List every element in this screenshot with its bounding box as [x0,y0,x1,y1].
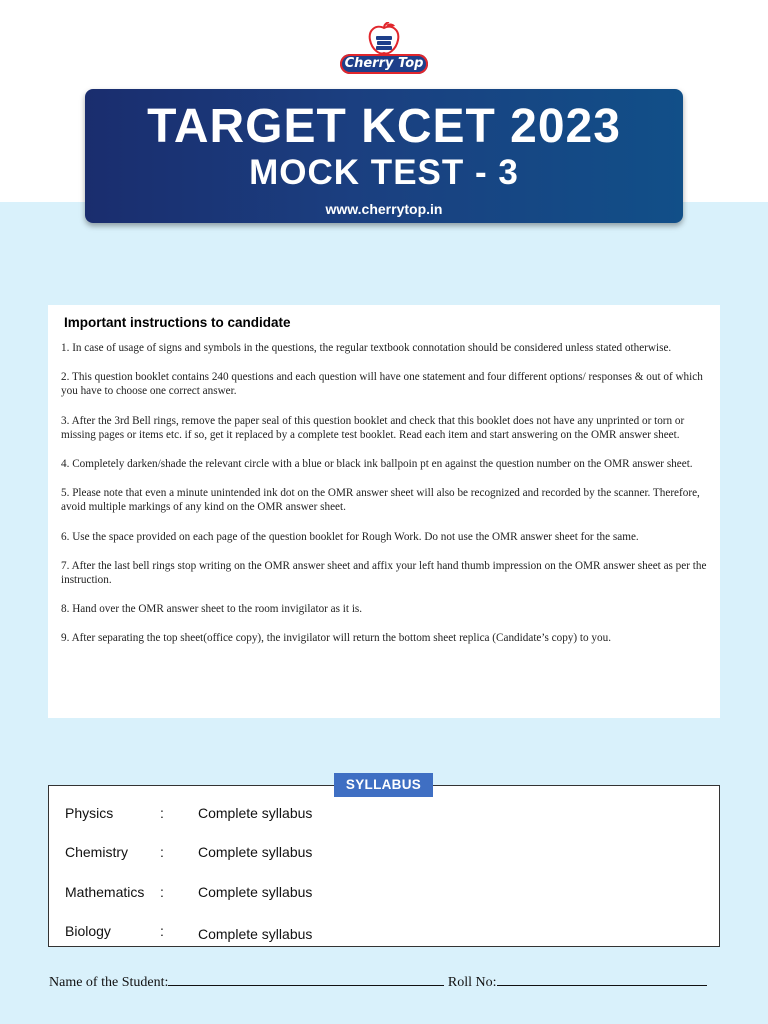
syllabus-value: Complete syllabus [198,844,313,860]
title-banner [85,89,683,223]
instruction-item: 4. Completely darken/shade the relevant circle with a blue or black ink ballpoin pt en against the question number on the OMR answer sheet. [61,458,693,471]
syllabus-separator: : [160,844,164,860]
instruction-item: 6. Use the space provided on each page of the question booklet for Rough Work. Do not use the OMR answer sheet for the same. [61,530,639,543]
syllabus-subject: Biology [65,923,111,939]
instruction-item: 5. Please note that even a minute unintended ink dot on the OMR answer sheet will also be recognized and recorded by the scanner. Therefore, avoid multiple markings of any kind on the OMR answer sheet. [61,487,700,514]
syllabus-row-chemistry [49,844,721,864]
website-url: www.cherrytop.in [325,201,443,217]
instructions-heading: Important instructions to candidate [64,315,291,330]
page-title: TARGET KCET 2023 [147,100,621,153]
syllabus-row-physics [49,805,721,825]
roll-number-label: Roll No: [447,975,497,990]
roll-number-blank [497,972,707,986]
instruction-item: 1. In case of usage of signs and symbols in the questions, the regular textbook connotation should be considered unless stated otherwise. [61,342,672,354]
student-name-label: Name of the Student: [49,975,169,990]
syllabus-separator: : [160,923,164,939]
instruction-item: 3. After the 3rd Bell rings, remove the paper seal of this question booklet and check that this booklet does not have any unprinted or torn or missing pages or items etc. if so, get it replaced by a complete test booklet. Read each item and start answering on the OMR answer sheet. [61,414,685,441]
syllabus-box [48,785,720,947]
syllabus-subject: Mathematics [65,884,145,900]
student-name-blank [168,972,444,986]
instructions-panel [48,305,720,718]
syllabus-value: Complete syllabus [198,884,313,900]
syllabus-label: SYLLABUS [334,773,433,797]
syllabus-row-mathematics [49,884,721,904]
logo [338,22,430,78]
syllabus-subject: Physics [65,805,114,821]
instruction-item: 7. After the last bell rings stop writing on the OMR answer sheet and affix your left hand thumb impression on the OMR answer sheet as per the instruction. [61,559,707,587]
syllabus-separator: : [160,884,164,900]
cherry-apple-icon [366,22,402,56]
syllabus-value: Complete syllabus [198,805,313,821]
instruction-item: 2. This question booklet contains 240 questions and each question will have one statement and four different options/ responses & out of which you have to choose one correct answer. [61,371,703,398]
instruction-item: 8. Hand over the OMR answer sheet to the room invigilator as it is. [61,603,363,616]
syllabus-row-biology [49,923,721,943]
logo-wordmark: Cherry Top [340,54,428,74]
syllabus-subject: Chemistry [65,844,129,860]
instruction-item: 9. After separating the top sheet(office copy), the invigilator will return the bottom sheet replica (Candidate’s copy) to you. [61,632,611,645]
page-subtitle: MOCK TEST - 3 [249,153,519,192]
syllabus-value: Complete syllabus [198,926,313,942]
syllabus-separator: : [160,805,164,821]
student-details-line [49,972,729,992]
